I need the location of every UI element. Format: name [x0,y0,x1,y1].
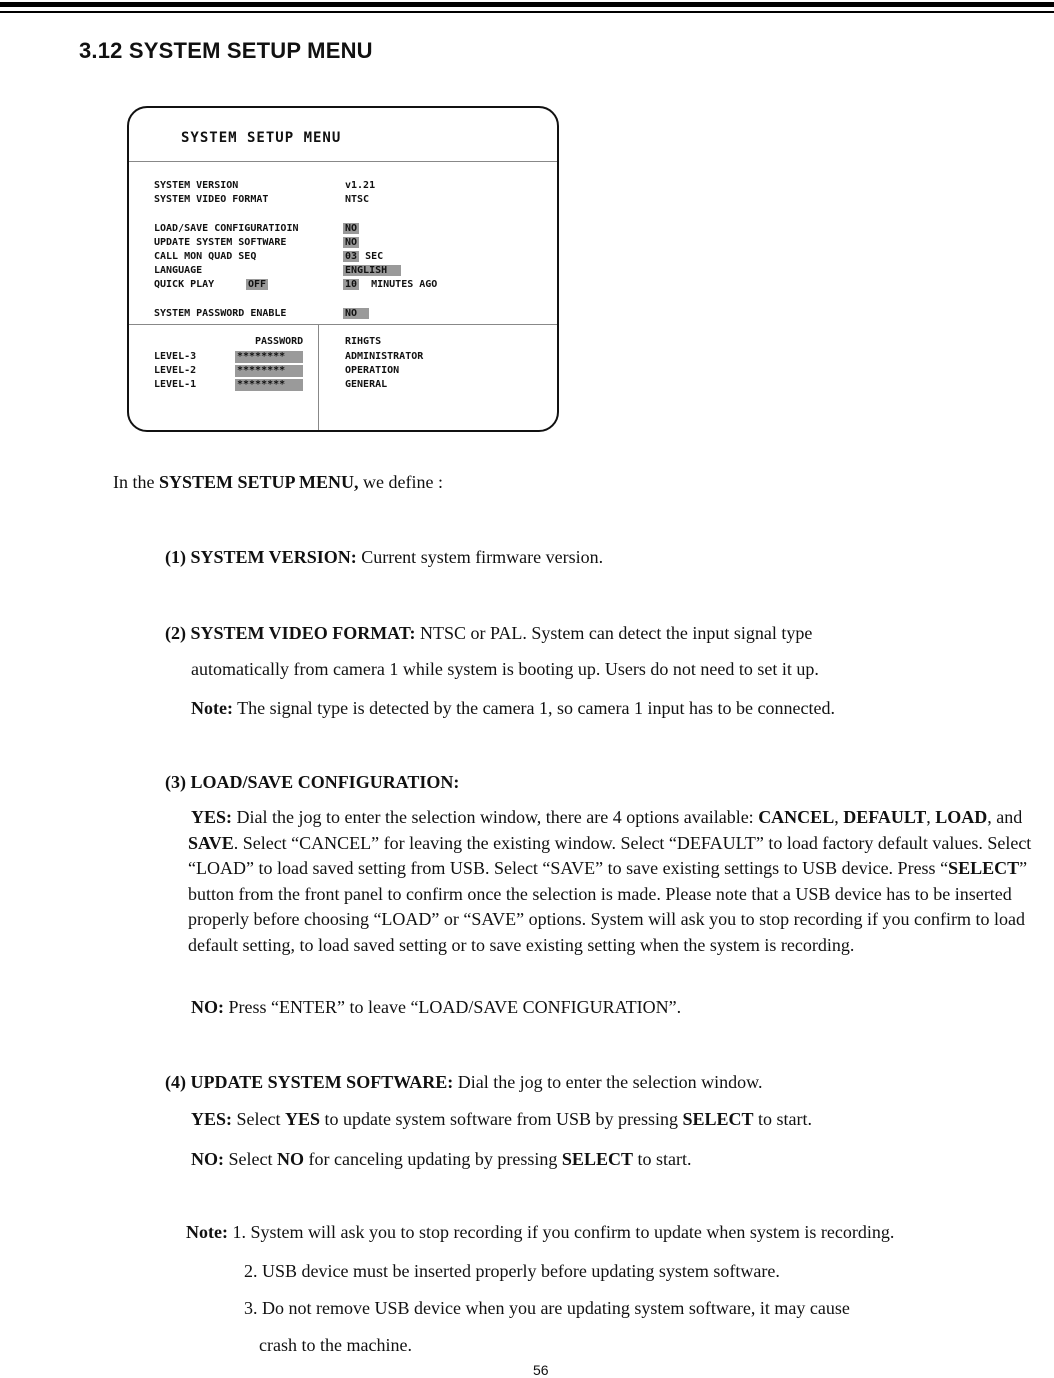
menu-divider [129,324,557,325]
level-right: GENERAL [345,379,388,390]
system-version-label: SYSTEM VERSION [154,180,239,191]
update-no: NO: Select NO for canceling updating by pressing SELECT to start. [191,1149,692,1169]
section-heading: 3.12 SYSTEM SETUP MENU [79,38,373,63]
password-enable-label: SYSTEM PASSWORD ENABLE [154,308,287,319]
video-format-text: automatically from camera 1 while system is booting up. Users do not need to set it up. [191,659,819,679]
section-system-version: (1) SYSTEM VERSION: Current system firmware version. [165,547,604,567]
quick-play-label: QUICK PLAY [154,279,215,290]
top-rule-thin [0,11,1054,13]
call-mon-label: CALL MON QUAD SEQ [154,251,257,262]
note-3: 3. Do not remove USB device when you are updating system software, it may cause [244,1298,850,1318]
section-load-save: (3) LOAD/SAVE CONFIGURATION: [165,772,460,792]
note-3-continued: crash to the machine. [259,1335,412,1355]
intro-line: In the SYSTEM SETUP MENU, we define : [113,472,443,492]
load-save-no: NO: Press “ENTER” to leave “LOAD/SAVE CONFIGURATION”. [191,997,682,1017]
system-setup-menu-screenshot [127,106,559,432]
update-software-value[interactable]: NO [345,237,358,248]
level-label: LEVEL-1 [154,379,197,390]
video-format-label: SYSTEM VIDEO FORMAT [154,194,269,205]
quick-play-state[interactable]: OFF [248,279,267,290]
level-password[interactable]: ******** [235,351,303,363]
section-video-format: (2) SYSTEM VIDEO FORMAT: NTSC or PAL. System can detect the input signal type [165,623,813,643]
note-1: Note: 1. System will ask you to stop recording if you confirm to update when system is recording. [186,1222,895,1242]
quick-play-unit: MINUTES AGO [371,279,438,290]
menu-divider [129,161,557,162]
quick-play-value[interactable]: 10 [345,279,358,290]
load-save-value[interactable]: NO [345,223,358,234]
system-version-value: v1.21 [345,180,376,191]
video-format-value: NTSC [345,194,370,205]
language-label: LANGUAGE [154,265,203,276]
page-number: 56 [533,1362,549,1378]
load-save-yes-paragraph: YES: Dial the jog to enter the selection window, there are 4 options available: CANCEL, DEFAULT, LOAD, and SAVE. Select “CANCEL” for leaving the existing window. Select “DEFAULT” to load factory default values. Select “LOAD” to load saved setting from USB. Select “SAVE” to save existing settings to USB device. Press “SELECT” button from the front panel to confirm once the selection is made. Please note that a USB device has to be inserted properly before choosing “LOAD” or “SAVE” options. System will ask you to stop recording if you confirm to load default setting, to load saved setting or to save existing setting when the system is recording. [188,807,1032,955]
level-password[interactable]: ******** [235,379,303,391]
menu-title: SYSTEM SETUP MENU [181,130,342,146]
level-password[interactable]: ******** [235,365,303,377]
note-2: 2. USB device must be inserted properly before updating system software. [244,1261,780,1281]
rights-header: RIHGTS [345,336,382,347]
password-enable-value[interactable]: NO [343,308,369,319]
call-mon-unit: SEC [365,251,384,262]
level-right: OPERATION [345,365,400,376]
top-rule [0,2,1054,7]
update-yes: YES: Select YES to update system software from USB by pressing SELECT to start. [191,1109,813,1129]
load-save-label: LOAD/SAVE CONFIGURATIOIN [154,223,299,234]
menu-column-divider [318,324,319,430]
password-header: PASSWORD [255,336,304,347]
level-label: LEVEL-2 [154,365,197,376]
update-software-label: UPDATE SYSTEM SOFTWARE [154,237,287,248]
language-value[interactable]: ENGLISH [343,265,401,276]
level-label: LEVEL-3 [154,351,197,362]
section-update-software: (4) UPDATE SYSTEM SOFTWARE: Dial the jog to enter the selection window. [165,1072,763,1092]
video-format-note: Note: The signal type is detected by the camera 1, so camera 1 input has to be connected. [191,698,835,718]
level-right: ADMINISTRATOR [345,351,424,362]
call-mon-value[interactable]: 03 [345,251,358,262]
